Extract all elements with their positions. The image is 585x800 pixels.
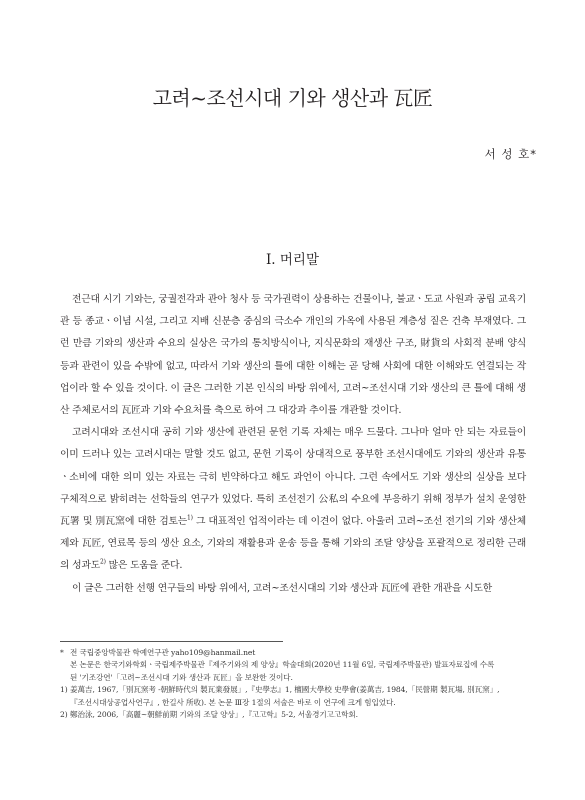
body-text (60, 289, 526, 600)
footnote-2 (60, 709, 530, 721)
footnote-author-note-line2: 된 '기조강연'「고려~조선시대 기와 생산과 瓦匠」을 보완한 것이다. (70, 672, 293, 682)
footnote-author-affiliation: 전 국립중앙박물관 학예연구관 yaho109@hanmail.net (70, 648, 256, 657)
note-ref-1: 1) (187, 514, 193, 522)
paper-title: 고려~조선시대 기와 생산과 瓦匠 (152, 86, 433, 110)
footnote-author (60, 647, 530, 659)
section-heading: Ⅰ. 머리말 (265, 252, 320, 268)
footnotes (60, 647, 530, 721)
paragraph-2-end: 많은 도움을 준다. (108, 560, 183, 572)
footnote-star-mark: * (60, 648, 64, 657)
footnote-2-mark: 2) (60, 710, 68, 720)
paragraph-1: 전근대 시기 기와는, 궁궐전각과 관아 청사 등 국가권력이 상용하는 건물이나, 불교ㆍ도교 사원과 공립 교육기관 등 종교ㆍ이념 시설, 그리고 지배 신분층 중심의 극소수 개인의 가옥에 사용된 계층성 짙은 건축 부재였다. 그런 만큼 기와의 생산과 수요의 실상은 국가의 통치방식이나, 지식문화의 재생산 구조, 財貨의 사회적 분배 양식 등과 관련이 있을 수밖에 없고, 따라서 기와 생산의 틀에 대한 이해는 곧 당해 사회에 대한 이해와도 연결되는 작업이라 할 수 있을 것이다. 이 글은 그러한 기본 인식의 바탕 위에서, 고려~조선시대 기와 생산의 큰 틀에 대해 생산 주체로서의 瓦匠과 기와 수요처를 축으로 하여 그 대강과 추이를 개관할 것이다. (60, 294, 526, 417)
paragraph-2 (60, 422, 526, 577)
author-name: 서 성 호* (484, 147, 537, 161)
paragraph-2-start: 고려시대와 조선시대 공히 기와 생산에 관련된 문헌 기록 자체는 매우 드물다. 그나마 얼마 안 되는 자료들이 이미 드러나 있는 고려시대는 말할 것도 없고, 문헌 기록이 상대적으로 풍부한 조선시대에도 기와의 생산과 유통ㆍ소비에 대한 의미 있는 자료는 극히 빈약하다고 해도 과언이 아니다. 그런 속에서도 기와 생산의 실상을 보다 구체적으로 밝히려는 선학들의 연구가 있었다. 특히 조선전기 公私의 수요에 부응하기 위해 정부가 설치 운영한 瓦署 및 別瓦窯에 대한 검토는 (60, 427, 526, 528)
note-ref-2: 2) (99, 559, 106, 567)
footnote-author-note-line1: 본 논문은 한국기와학회ㆍ국립제주박물관『제주기와의 제 양상』학술대회(2020년 11월 6일, 국립제주박물관) 발표자료집에 수록 (70, 660, 495, 670)
footnote-1-mark: 1) (60, 685, 68, 695)
paragraph-2-mid: 그 대표적인 업적이라는 데 이견이 없다. 아울러 고려~조선 전기의 기와 생산체제와 瓦匠, 연료목 등의 생산 요소, 기와의 재활용과 운송 등을 통해 기와의 조달 양상을 포괄적으로 정리한 근래의 성과도 (60, 516, 526, 572)
paragraph-3: 이 글은 그러한 선행 연구들의 바탕 위에서, 고려~조선시대의 기와 생산과 瓦匠에 관한 개관을 시도한 (72, 582, 493, 594)
footnote-1-text: 姜萬吉, 1967,「別瓦窯考 -朝鮮時代의 製瓦業發展」,『史學志』1, 檀國大學校 史學會(姜萬吉, 1984,「民營期 製瓦場, 別瓦窯」, (70, 685, 500, 695)
footnote-1 (60, 684, 530, 696)
footnote-divider (60, 641, 283, 642)
footnote-1-continued: 『조선시대상공업사연구』, 한길사 所收). 본 논문 Ⅲ장 1절의 서술은 바로 이 연구에 크게 힘입었다. (70, 697, 396, 707)
footnote-2-text: 鄭治泳, 2006,「高麗~朝鮮前期 기와의 조달 양상」,『고고학』5-2, 서울경기고고학회. (70, 710, 358, 720)
